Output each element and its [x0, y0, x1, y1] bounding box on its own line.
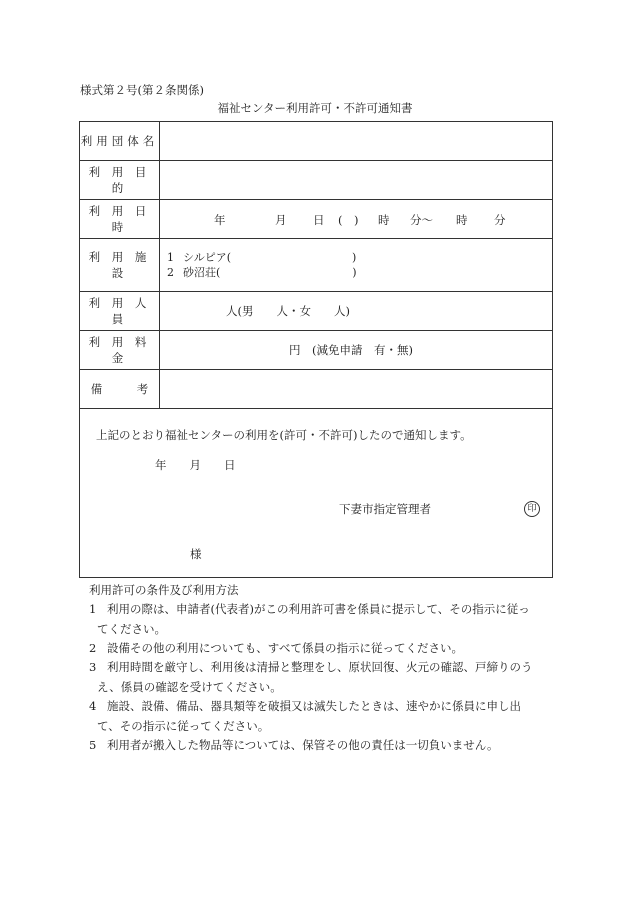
dt-weekday: ( )	[338, 213, 359, 227]
datetime-field[interactable]	[160, 200, 553, 239]
facility-num: 2	[167, 266, 174, 279]
remarks-field[interactable]	[160, 370, 553, 409]
condition-text-cont: え、係員の確認を受けてください。	[97, 679, 282, 694]
dt-hour-to: 時	[456, 213, 468, 227]
purpose-label: 利 用 目 的	[80, 161, 160, 200]
condition-item	[89, 697, 559, 736]
row-remarks	[80, 370, 553, 409]
condition-text: 利用時間を厳守し、利用後は清掃と整理をし、原状回復、火元の確認、戸締りのう	[107, 660, 533, 674]
row-datetime	[80, 200, 553, 239]
facility-text: シルピア( )	[183, 251, 357, 264]
notice-date: 年 月 日	[155, 458, 236, 472]
addressee-suffix: 様	[190, 547, 202, 561]
document-title: 福祉センター利用許可・不許可通知書	[217, 101, 413, 115]
row-facility	[80, 239, 553, 292]
notice-box	[80, 409, 553, 578]
condition-item	[89, 736, 559, 756]
dt-month: 月	[275, 213, 287, 227]
row-people	[80, 292, 553, 331]
fee-field[interactable]	[160, 331, 553, 370]
row-notice	[80, 409, 553, 578]
form-table	[79, 121, 553, 578]
facility-item	[160, 265, 552, 280]
dt-day: 日	[313, 213, 325, 227]
people-text: 人(男 人・女 人)	[226, 304, 350, 318]
condition-text-cont: て、その指示に従ってください。	[97, 718, 270, 733]
group-field[interactable]	[160, 122, 553, 161]
datetime-label: 利 用 日 時	[80, 200, 160, 239]
dt-hour-from: 時	[378, 213, 390, 227]
condition-text: 利用者が搬入した物品等については、保管その他の責任は一切負いません。	[107, 738, 499, 752]
condition-text: 施設、設備、備品、器具類等を破損又は滅失したときは、速やかに係員に申し出	[107, 699, 521, 713]
condition-num: 2	[89, 641, 97, 655]
group-label: 利用団体名	[80, 122, 160, 161]
condition-num: 4	[89, 699, 97, 713]
remarks-label: 備 考	[80, 370, 160, 409]
dt-minute-from: 分〜	[410, 213, 433, 227]
facility-item	[160, 250, 552, 265]
condition-num: 3	[89, 660, 97, 674]
people-label: 利 用 人 員	[80, 292, 160, 331]
form-code: 様式第２号(第２条関係)	[80, 83, 204, 97]
dt-year: 年	[214, 213, 226, 227]
purpose-field[interactable]	[160, 161, 553, 200]
fee-text: 円 (減免申請 有・無)	[289, 343, 413, 357]
condition-text-cont: てください。	[97, 621, 166, 636]
facility-field[interactable]	[160, 239, 553, 292]
row-fee	[80, 331, 553, 370]
issuer-label: 下妻市指定管理者	[339, 502, 431, 516]
condition-text: 設備その他の利用についても、すべて係員の指示に従ってください。	[107, 641, 464, 655]
dt-minute-to: 分	[494, 213, 506, 227]
facility-label: 利 用 施 設	[80, 239, 160, 292]
row-group	[80, 122, 553, 161]
fee-label: 利 用 料 金	[80, 331, 160, 370]
condition-item	[89, 639, 559, 659]
condition-text: 利用の際は、申請者(代表者)がこの利用許可書を係員に提示して、その指示に従っ	[107, 602, 530, 616]
people-field[interactable]	[160, 292, 553, 331]
condition-num: 1	[89, 602, 97, 616]
condition-item	[89, 658, 559, 697]
conditions-title: 利用許可の条件及び利用方法	[89, 583, 239, 597]
facility-text: 砂沼荘( )	[183, 266, 357, 279]
condition-num: 5	[89, 738, 97, 752]
facility-num: 1	[167, 251, 174, 264]
notice-text: 上記のとおり福祉センターの利用を(許可・不許可)したので通知します。	[96, 428, 472, 442]
row-purpose	[80, 161, 553, 200]
seal-mark: 印	[524, 501, 540, 517]
condition-item	[89, 600, 559, 639]
